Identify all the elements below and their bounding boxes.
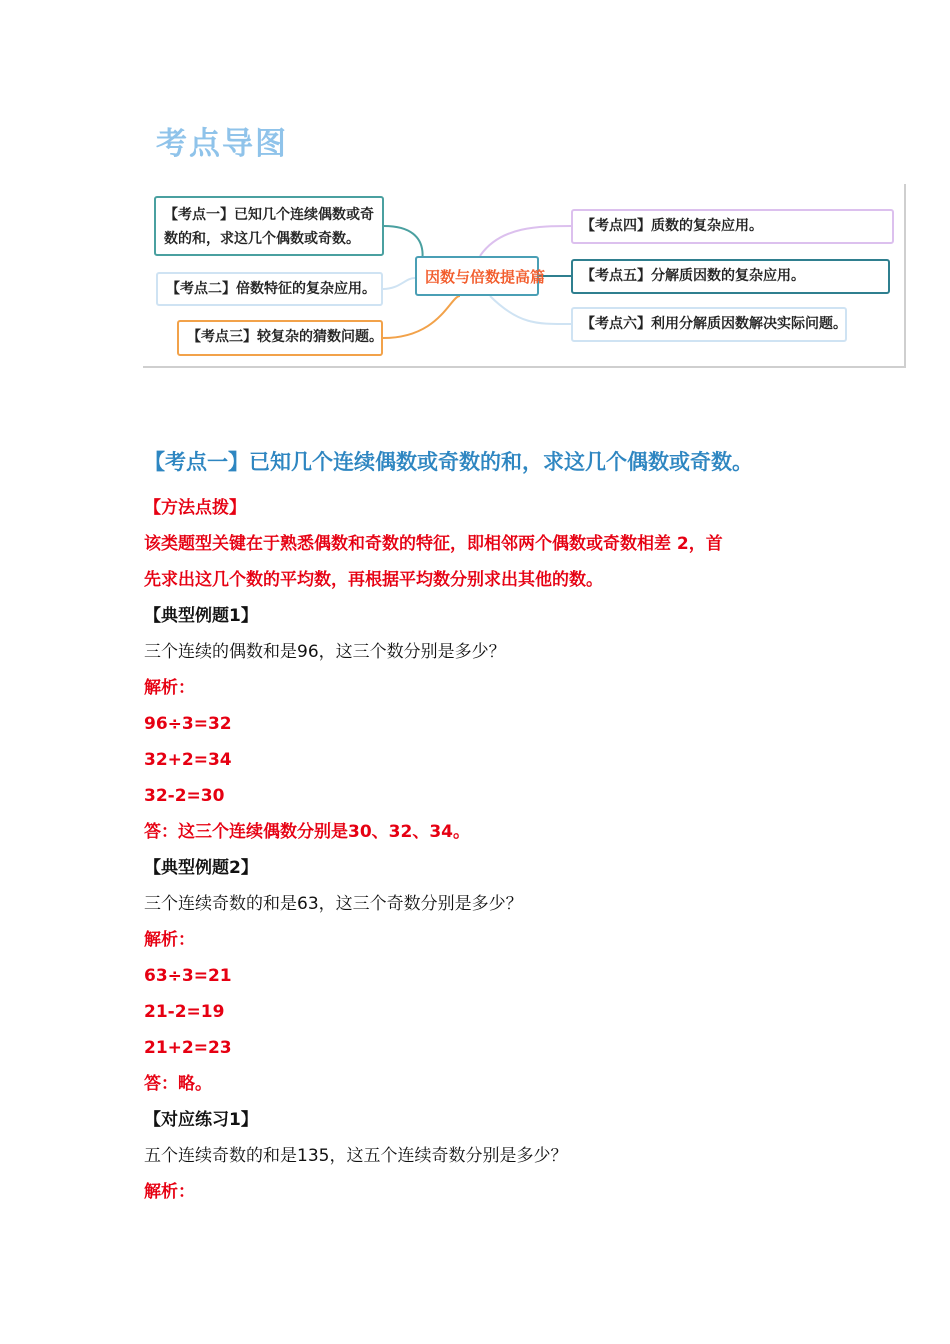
example2-step-1: 63÷3=21 — [144, 966, 232, 986]
mindmap-node-6: 【考点六】利用分解质因数解决实际问题。 — [571, 307, 847, 342]
mindmap-node-3: 【考点三】较复杂的猜数问题。 — [177, 320, 383, 356]
connector-2 — [383, 278, 415, 289]
example2-step-2: 21-2=19 — [144, 1002, 225, 1022]
example2-step-3: 21+2=23 — [144, 1038, 232, 1058]
page-title: 考点导图 — [156, 126, 288, 162]
connector-3 — [383, 296, 460, 338]
example1-answer: 答：这三个连续偶数分别是30、32、34。 — [144, 822, 470, 842]
mindmap-node-5: 【考点五】分解质因数的复杂应用。 — [571, 259, 890, 294]
mindmap-center-node: 因数与倍数提高篇 — [415, 256, 539, 296]
example1-question: 三个连续的偶数和是96，这三个数分别是多少？ — [144, 642, 506, 662]
practice1-label: 【对应练习1】 — [144, 1110, 258, 1130]
connector-4 — [480, 226, 571, 256]
section-heading: 【考点一】已知几个连续偶数或奇数的和，求这几个偶数或奇数。 — [144, 450, 753, 474]
example2-answer: 答：略。 — [144, 1074, 212, 1094]
example2-analysis-label: 解析： — [144, 930, 195, 950]
example1-step-2: 32+2=34 — [144, 750, 232, 770]
mindmap-node-4: 【考点四】质数的复杂应用。 — [571, 209, 894, 244]
mindmap-node-2: 【考点二】倍数特征的复杂应用。 — [156, 272, 383, 306]
connector-6 — [490, 296, 571, 324]
example2-question: 三个连续奇数的和是63，这三个奇数分别是多少？ — [144, 894, 523, 914]
example1-analysis-label: 解析： — [144, 678, 195, 698]
example2-label: 【典型例题2】 — [144, 858, 258, 878]
example1-label: 【典型例题1】 — [144, 606, 258, 626]
mindmap-node-1: 【考点一】已知几个连续偶数或奇数的和，求这几个偶数或奇数。 — [154, 196, 384, 256]
example1-step-1: 96÷3=32 — [144, 714, 232, 734]
method-text-line-1: 该类题型关键在于熟悉偶数和奇数的特征，即相邻两个偶数或奇数相差 2，首 — [144, 534, 723, 554]
practice1-question: 五个连续奇数的和是135，这五个连续奇数分别是多少？ — [144, 1146, 568, 1166]
example1-step-3: 32-2=30 — [144, 786, 225, 806]
method-text-line-2: 先求出这几个数的平均数，再根据平均数分别求出其他的数。 — [144, 570, 603, 590]
method-label: 【方法点拨】 — [144, 498, 246, 518]
practice1-analysis-label: 解析： — [144, 1182, 195, 1202]
